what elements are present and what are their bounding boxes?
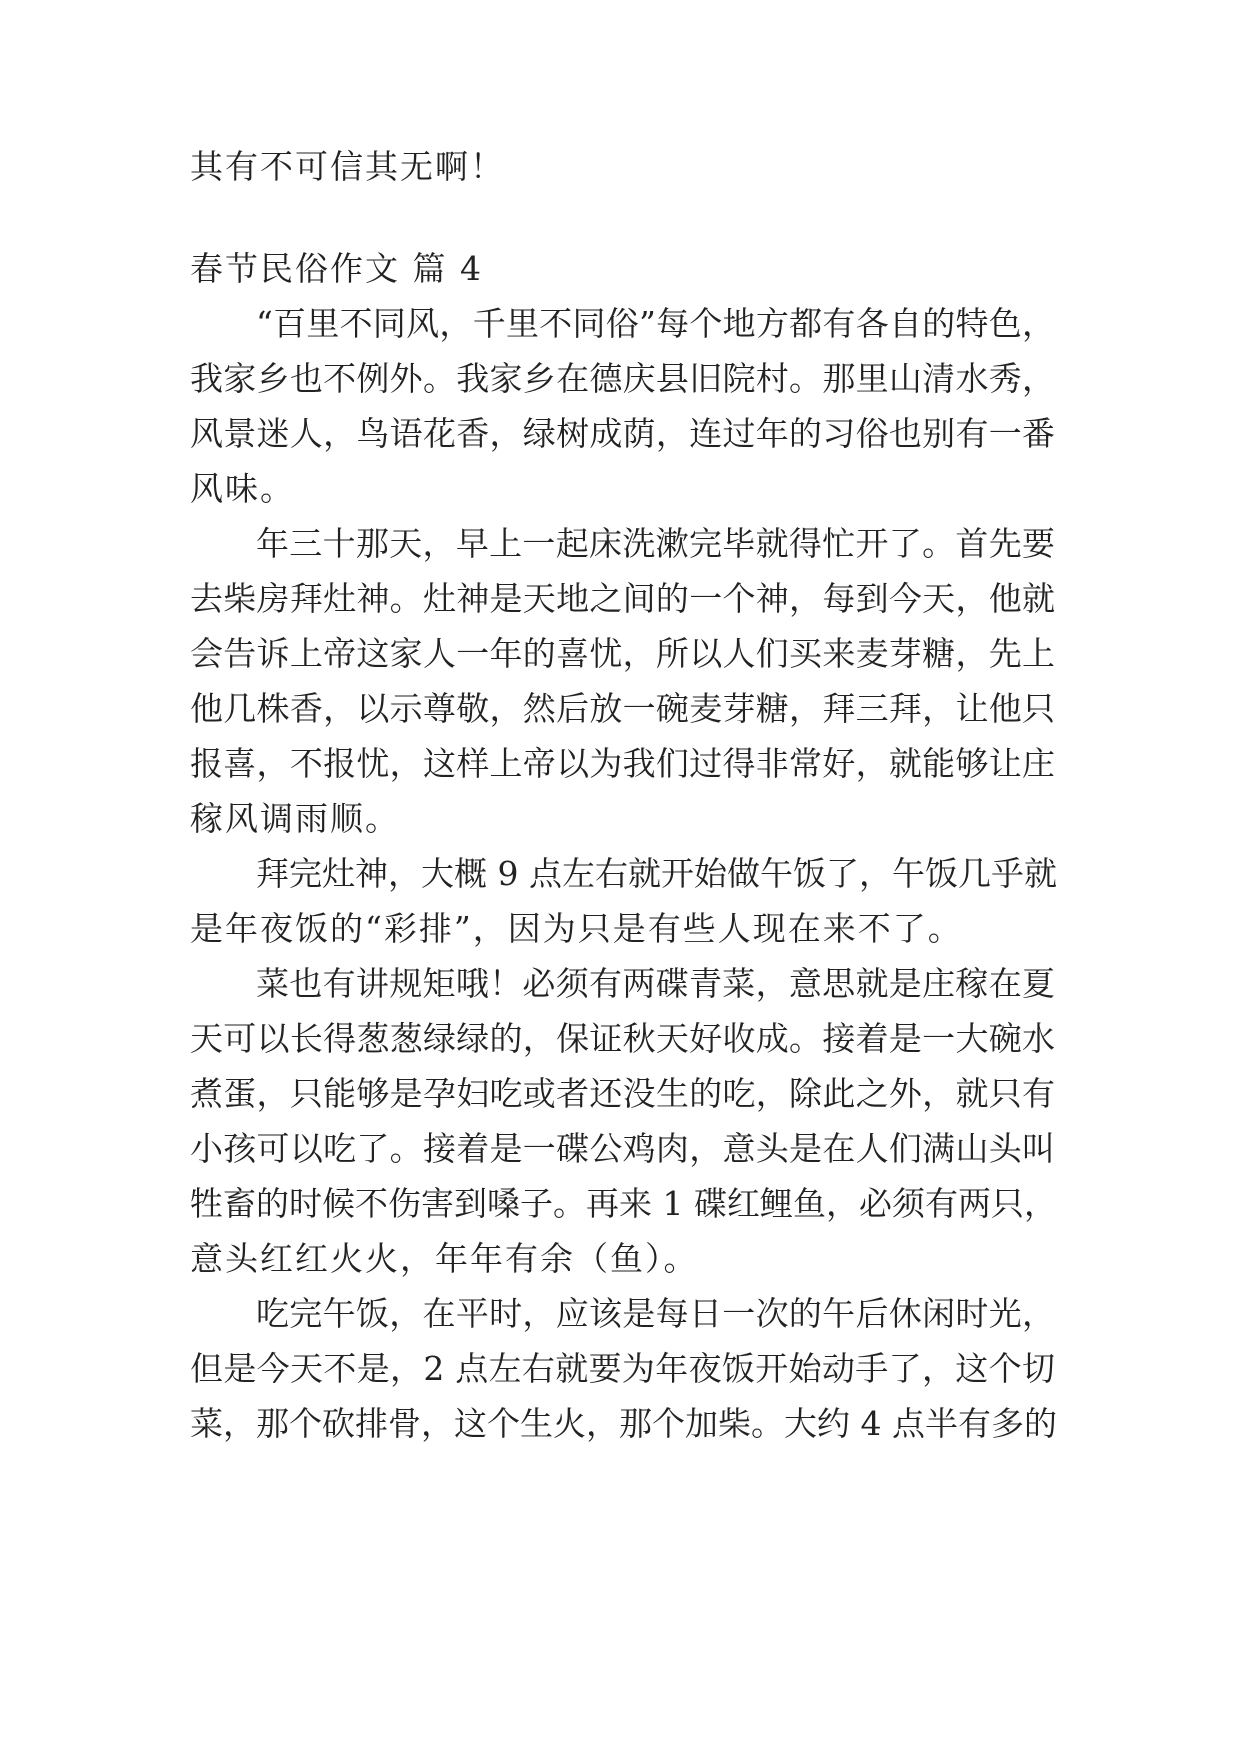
text-line: 风味。: [190, 469, 295, 508]
text-line: 去柴房拜灶神。灶神是天地之间的一个神，每到今天，他就: [190, 579, 1055, 618]
section-heading: 春节民俗作文 篇 4: [190, 249, 483, 288]
text-line: 是年夜饭的“彩排”，因为只是有些人现在来不了。: [190, 909, 963, 948]
text-line: 拜完灶神，大概 9 点左右就开始做午饭了，午饭几乎就: [256, 854, 1057, 893]
text-line: 菜，那个砍排骨，这个生火，那个加柴。大约 4 点半有多的: [190, 1404, 1057, 1443]
text-line: 煮蛋，只能够是孕妇吃或者还没生的吃，除此之外，就只有: [190, 1074, 1055, 1113]
text-line: 天可以长得葱葱绿绿的，保证秋天好收成。接着是一大碗水: [190, 1019, 1055, 1058]
document-page: [190, 0, 1055, 1754]
text-line: 牲畜的时候不伤害到嗓子。再来 1 碟红鲤鱼，必须有两只，: [190, 1184, 1057, 1223]
text-line: 其有不可信其无啊！: [190, 147, 505, 186]
text-line: 意头红红火火，年年有余（鱼）。: [190, 1239, 699, 1278]
text-line: 他几株香，以示尊敬，然后放一碗麦芽糖，拜三拜，让他只: [190, 689, 1055, 728]
text-line: 稼风调雨顺。: [190, 799, 400, 838]
text-line: 菜也有讲规矩哦！必须有两碟青菜，意思就是庄稼在夏: [256, 964, 1055, 1003]
text-line: 会告诉上帝这家人一年的喜忧，所以人们买来麦芽糖，先上: [190, 634, 1055, 673]
text-line: 但是今天不是，2 点左右就要为年夜饭开始动手了，这个切: [190, 1349, 1055, 1388]
text-line: 报喜，不报忧，这样上帝以为我们过得非常好，就能够让庄: [190, 744, 1055, 783]
text-line: 年三十那天，早上一起床洗漱完毕就得忙开了。首先要: [256, 524, 1055, 563]
text-line: “百里不同风，千里不同俗”每个地方都有各自的特色，: [256, 304, 1055, 343]
text-line: 小孩可以吃了。接着是一碟公鸡肉，意头是在人们满山头叫: [190, 1129, 1055, 1168]
text-line: 我家乡也不例外。我家乡在德庆县旧院村。那里山清水秀，: [190, 359, 1055, 398]
text-line: 吃完午饭，在平时，应该是每日一次的午后休闲时光，: [256, 1294, 1055, 1333]
text-line: 风景迷人，鸟语花香，绿树成荫，连过年的习俗也别有一番: [190, 414, 1055, 453]
